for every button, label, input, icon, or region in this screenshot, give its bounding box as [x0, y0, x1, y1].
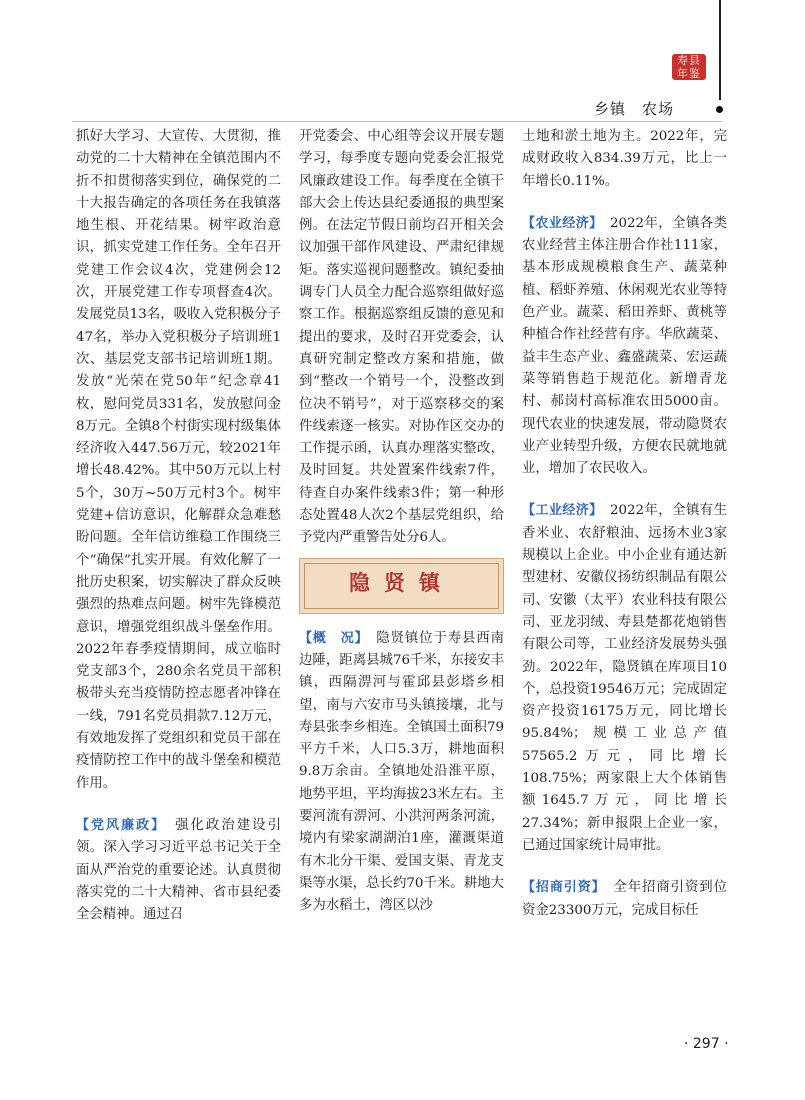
column-3 — [522, 126, 727, 922]
section-label: 【农业经济】 — [522, 215, 597, 231]
section-header: 乡镇 农场 — [594, 100, 675, 118]
paragraph-text: 2022年，全镇各类农业经营主体注册合作社111家，基本形成规模粮食生产、蔬菜种植、稻虾养殖、休闲观光农业等特色产业。蔬菜、稻田养虾、黄桃等种植合作社经营有序。华欣蔬菜、益丰生态产业、鑫盛蔬菜、宏运蔬菜等销售趋于规范化。新增青龙村、郝岗村高标准农田5000亩。现代农业的快速发展，带动隐贤农业产业转型升级，方便农民就地就业，增加了农民收入。 — [522, 215, 727, 477]
section-label: 【党风廉政】 — [76, 817, 160, 833]
industry-paragraph — [522, 500, 727, 857]
section-label: 【概 况】 — [299, 630, 362, 646]
paragraph-text: 隐贤镇位于寿县西南边陲，距离县城76千米，东接安丰镇，西隔淠河与霍邱县彭塔乡相望，南与六安市马头镇接壤，北与寿县张李乡相连。全镇国土面积79平方千米，人口5.3万，耕地面积9.8万余亩。全镇地处沿淮平原，地势平坦，平均海拔23米左右。主要河流有淠河、小洪河两条河流，境内有梁家湖湖泊1座，灌溉渠道有木北分干渠、爱国支渠、青龙支渠等水渠，总长约70千米。耕地大多为水稻土，湾区以沙 — [299, 630, 504, 914]
investment-paragraph — [522, 877, 727, 922]
clean-governance-paragraph — [76, 815, 281, 926]
town-title: 隐贤镇 — [349, 569, 454, 595]
paragraph-text: 全年招商引资到位资金23300万元，完成目标任 — [522, 880, 727, 918]
page-number: · 297 · — [684, 1036, 729, 1052]
overview-paragraph — [299, 628, 504, 918]
yearbook-logo-icon: 寿县年鉴 — [672, 54, 706, 80]
bullet-dot-icon — [716, 106, 723, 113]
paragraph-text: 2022年，全镇有生香米业、农舒粮油、远扬木业3家规模以上企业。中小企业有通达新型建材、安徽仪扬纺织制品有限公司、安徽（太平）农业科技有限公司、亚龙羽绒、寿县楚都花炮销售有限公司等，工业经济发展势头强劲。2022年，隐贤镇在库项目10个，总投资19546万元；完成固定资产投资16175万元，同比增长95.84%；规模工业总产值57565.2万元，同比增长108.75%；两家限上大个体销售额1645.7万元，同比增长27.34%；新申报限上企业一家，已通过国家统计局审批。 — [522, 503, 727, 853]
town-title-banner — [299, 558, 504, 614]
column-2 — [299, 126, 504, 918]
party-building-paragraph: 抓好大学习、大宣传、大贯彻，推动党的二十大精神在全镇范围内不折不扣贯彻落实到位，确保党的二十大报告确定的各项任务在我镇落地生根、开花结果。树牢政治意识，抓实党建工作任务。全年召开党建工作会议4次，党建例会12次，开展党建工作专项督查4次。发展党员13名，吸收入党积极分子47名，举办入党积极分子培训班1次、基层党支部书记培训班1期。发放“光荣在党50年”纪念章41枚，慰问党员331名，发放慰问金8万元。全镇8个村街实现村级集体经济收入447.56万元，较2021年增长48.42%。其中50万元以上村5个，30万~50万元村3个。树牢党建+信访意识，化解群众急难愁盼问题。全年信访维稳工作围绕三个“确保”扎实开展。有效化解了一批历史积案，切实解决了群众反映强烈的热难点问题。树牢先锋模范意识，增强党组织战斗堡垒作用。2022年春季疫情期间，成立临时党支部3个，280余名党员干部积极带头充当疫情防控志愿者冲锋在一线，791名党员捐款7.12万元，有效地发挥了党组织和党员干部在疫情防控工作中的战斗堡垒和模范作用。 — [76, 129, 281, 791]
agriculture-paragraph — [522, 213, 727, 481]
overview-continued-paragraph: 土地和淤土地为主。2022年，完成财政收入834.39万元，比上一年增长0.11%。 — [522, 129, 727, 189]
governance-continued-paragraph: 开党委会、中心组等会议开展专题学习，每季度专题向党委会汇报党风廉政建设工作。每季度在全镇干部大会上传达县纪委通报的典型案例。在法定节假日前均召开相关会议加强干部作风建设、严肃纪律规矩。落实巡视问题整改。镇纪委抽调专门人员全力配合巡察组做好巡察工作。根据巡察组反馈的意见和提出的要求，及时召开党委会，认真研究制定整改方案和措施，做到“整改一个销号一个，没整改到位决不销号”，对于巡察移交的案件线索逐一核实。对协作区交办的工作提示函，认真办理落实整改，及时回复。共处置案件线索7件，待查自办案件线索3件；第一种形态处置48人次2个基层党组织，给予党内严重警告处分6人。 — [299, 129, 504, 546]
section-label: 【工业经济】 — [522, 503, 597, 519]
column-1 — [76, 126, 281, 926]
decorative-rule — [719, 0, 721, 100]
section-label: 【招商引资】 — [522, 880, 600, 896]
header-divider — [72, 121, 722, 122]
paragraph-text: 强化政治建设引领。深入学习习近平总书记关于全面从严治党的重要论述。认真贯彻落实党的二十大精神、省市县纪委全会精神。通过召 — [76, 817, 281, 923]
